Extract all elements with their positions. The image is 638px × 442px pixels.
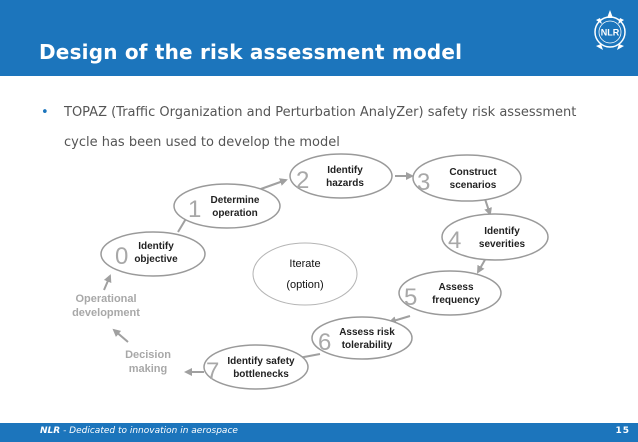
operational-label-1: Operational — [75, 293, 137, 305]
operational-development-label — [72, 293, 140, 319]
operational-label-2: development — [72, 307, 140, 319]
step-1-label-2: operation — [212, 208, 258, 219]
step-5-label-1: Assess — [438, 282, 474, 293]
step-2 — [290, 154, 392, 198]
step-1-number: 1 — [188, 196, 202, 223]
step-6-label-1: Assess risk — [339, 327, 395, 338]
step-7-number: 7 — [206, 358, 220, 385]
step-2-number: 2 — [296, 167, 310, 194]
step-0-label-1: Identify — [138, 241, 174, 252]
page-title: Design of the risk assessment model — [39, 40, 463, 64]
footer-tagline: - Dedicated to innovation in aerospace — [60, 426, 238, 436]
footer-brand — [40, 426, 238, 436]
step-0-number: 0 — [115, 243, 129, 270]
arrow-decision-to-operational — [114, 330, 128, 342]
step-3 — [413, 155, 521, 201]
iterate-ellipse — [253, 243, 357, 305]
step-0-label-2: objective — [134, 254, 178, 265]
step-0 — [101, 232, 205, 276]
iterate-label-1: Iterate — [289, 258, 321, 270]
step-4-number: 4 — [448, 227, 462, 254]
step-7-label-2: bottlenecks — [233, 369, 289, 380]
arrow-1-to-2 — [258, 180, 286, 190]
step-3-label-2: scenarios — [449, 180, 497, 191]
decision-label-1: Decision — [125, 349, 171, 361]
step-2-label-2: hazards — [326, 178, 364, 189]
iterate-label-2: (option) — [286, 279, 324, 291]
step-5 — [399, 271, 501, 315]
step-4 — [442, 214, 548, 260]
step-7-ellipse — [204, 345, 308, 389]
bullet-text: TOPAZ (Traffic Organization and Perturbation AnalyZer) safety risk assessment cycle has been used to develop the model — [64, 105, 577, 150]
step-4-label-1: Identify — [484, 226, 520, 237]
step-1 — [174, 184, 280, 228]
step-4-label-2: severities — [478, 239, 526, 250]
footer-brand-name: NLR — [40, 426, 61, 436]
decision-making-label — [125, 349, 171, 375]
page-number: 15 — [615, 426, 630, 436]
step-5-label-2: frequency — [432, 295, 480, 306]
step-6 — [312, 317, 412, 359]
step-5-number: 5 — [404, 284, 418, 311]
step-3-number: 3 — [417, 169, 431, 196]
decision-label-2: making — [128, 363, 168, 375]
step-1-label-1: Determine — [210, 195, 260, 206]
step-2-label-1: Identify — [327, 165, 363, 176]
bullet-symbol: • — [41, 105, 49, 120]
step-7-label-1: Identify safety — [227, 356, 295, 367]
step-6-number: 6 — [318, 329, 332, 356]
arrow-operational-to-0 — [104, 276, 110, 290]
iterate-center — [253, 243, 357, 305]
step-3-label-1: Construct — [449, 167, 497, 178]
logo-text: NLR — [600, 27, 620, 38]
step-6-label-2: tolerability — [341, 340, 393, 351]
footer-bar — [0, 423, 638, 442]
step-7 — [204, 345, 308, 389]
